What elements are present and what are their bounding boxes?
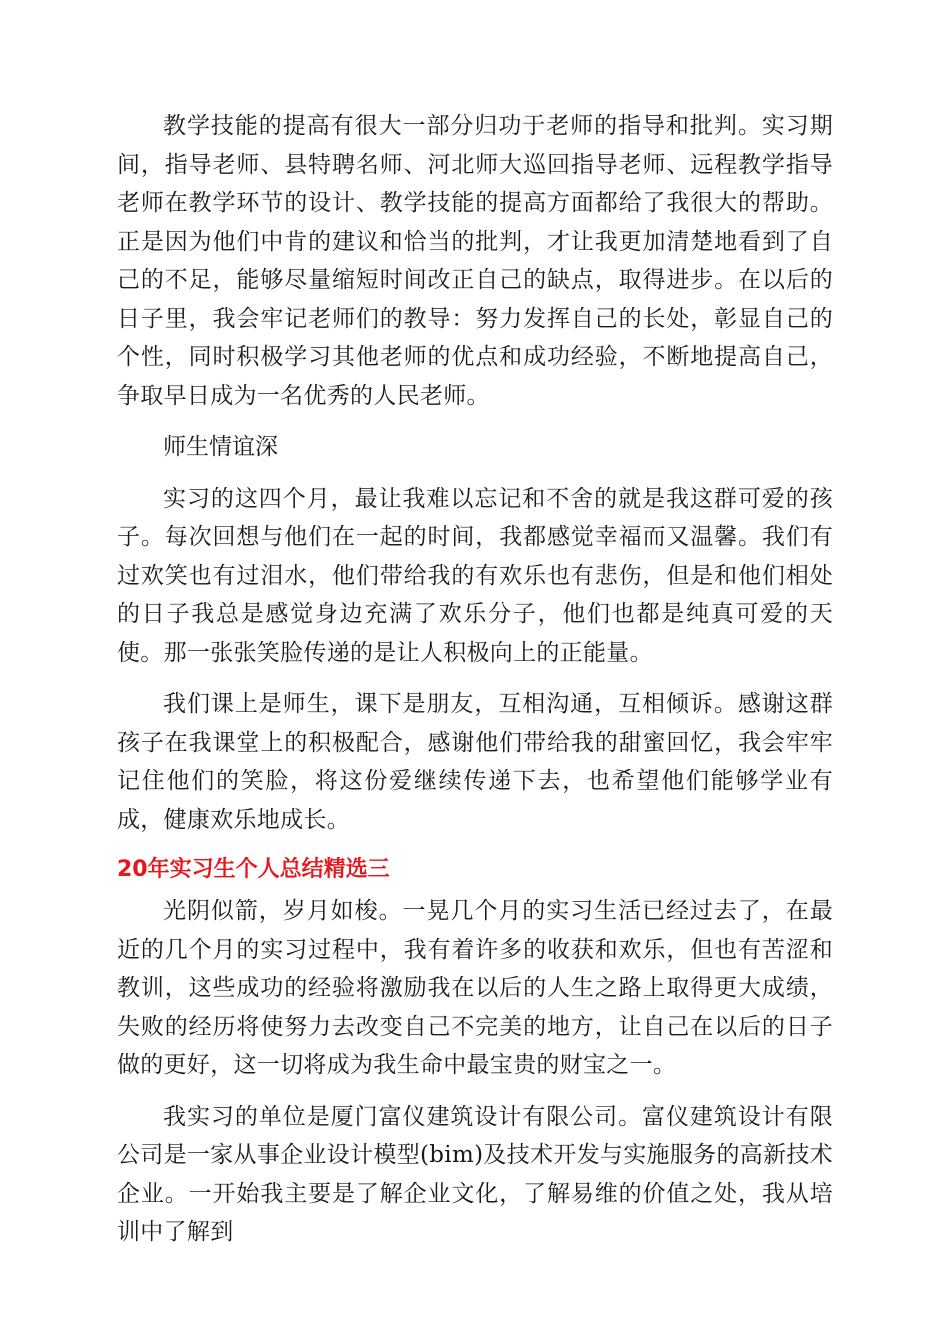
document-page	[117, 107, 833, 1265]
paragraph-four-months: 实习的这四个月，最让我难以忘记和不舍的就是我这群可爱的孩子。每次回想与他们在一起的时间，我都感觉幸福而又温馨。我们有过欢笑也有过泪水，他们带给我的有欢乐也有悲伤，但是和他们相处的日子我总是感觉身边充满了欢乐分子，他们也都是纯真可爱的天使。那一张张笑脸传递的是让人积极向上的正能量。	[117, 485, 833, 666]
paragraph-teacher-guidance: 教学技能的提高有很大一部分归功于老师的指导和批判。实习期间，指导老师、县特聘名师、河北师大巡回指导老师、远程教学指导老师在教学环节的设计、教学技能的提高方面都给了我很大的帮助。正是因为他们中肯的建议和恰当的批判，才让我更加清楚地看到了自己的不足，能够尽量缩短时间改正自己的缺点，取得进步。在以后的日子里，我会牢记老师们的教导：努力发挥自己的长处，彰显自己的个性，同时积极学习其他老师的优点和成功经验，不断地提高自己，争取早日成为一名优秀的人民老师。	[117, 113, 833, 409]
section-heading: 20年实习生个人总结精选三	[117, 857, 390, 882]
subheading-teacher-student: 师生情谊深	[163, 434, 278, 460]
paragraph-time-flies: 光阴似箭，岁月如梭。一晃几个月的实习生活已经过去了，在最近的几个月的实习过程中，我有着许多的收获和欢乐，但也有苦涩和教训，这些成功的经验将激励我在以后的人生之路上取得更大成绩，失败的经历将使努力去改变自己不完美的地方，让自己在以后的日子做的更好，这一切将成为我生命中最宝贵的财宝之一。	[117, 898, 833, 1078]
paragraph-internship-company: 我实习的单位是厦门富仪建筑设计有限公司。富仪建筑设计有限公司是一家从事企业设计模型(bim)及技术开发与实施服务的高新技术企业。一开始我主要是了解企业文化，了解易维的价值之处，我从培训中了解到	[117, 1103, 833, 1245]
paragraph-classroom-friends: 我们课上是师生，课下是朋友，互相沟通，互相倾诉。感谢这群孩子在我课堂上的积极配合，感谢他们带给我的甜蜜回忆，我会牢牢记住他们的笑脸，将这份爱继续传递下去，也希望他们能够学业有成，健康欢乐地成长。	[117, 691, 833, 833]
